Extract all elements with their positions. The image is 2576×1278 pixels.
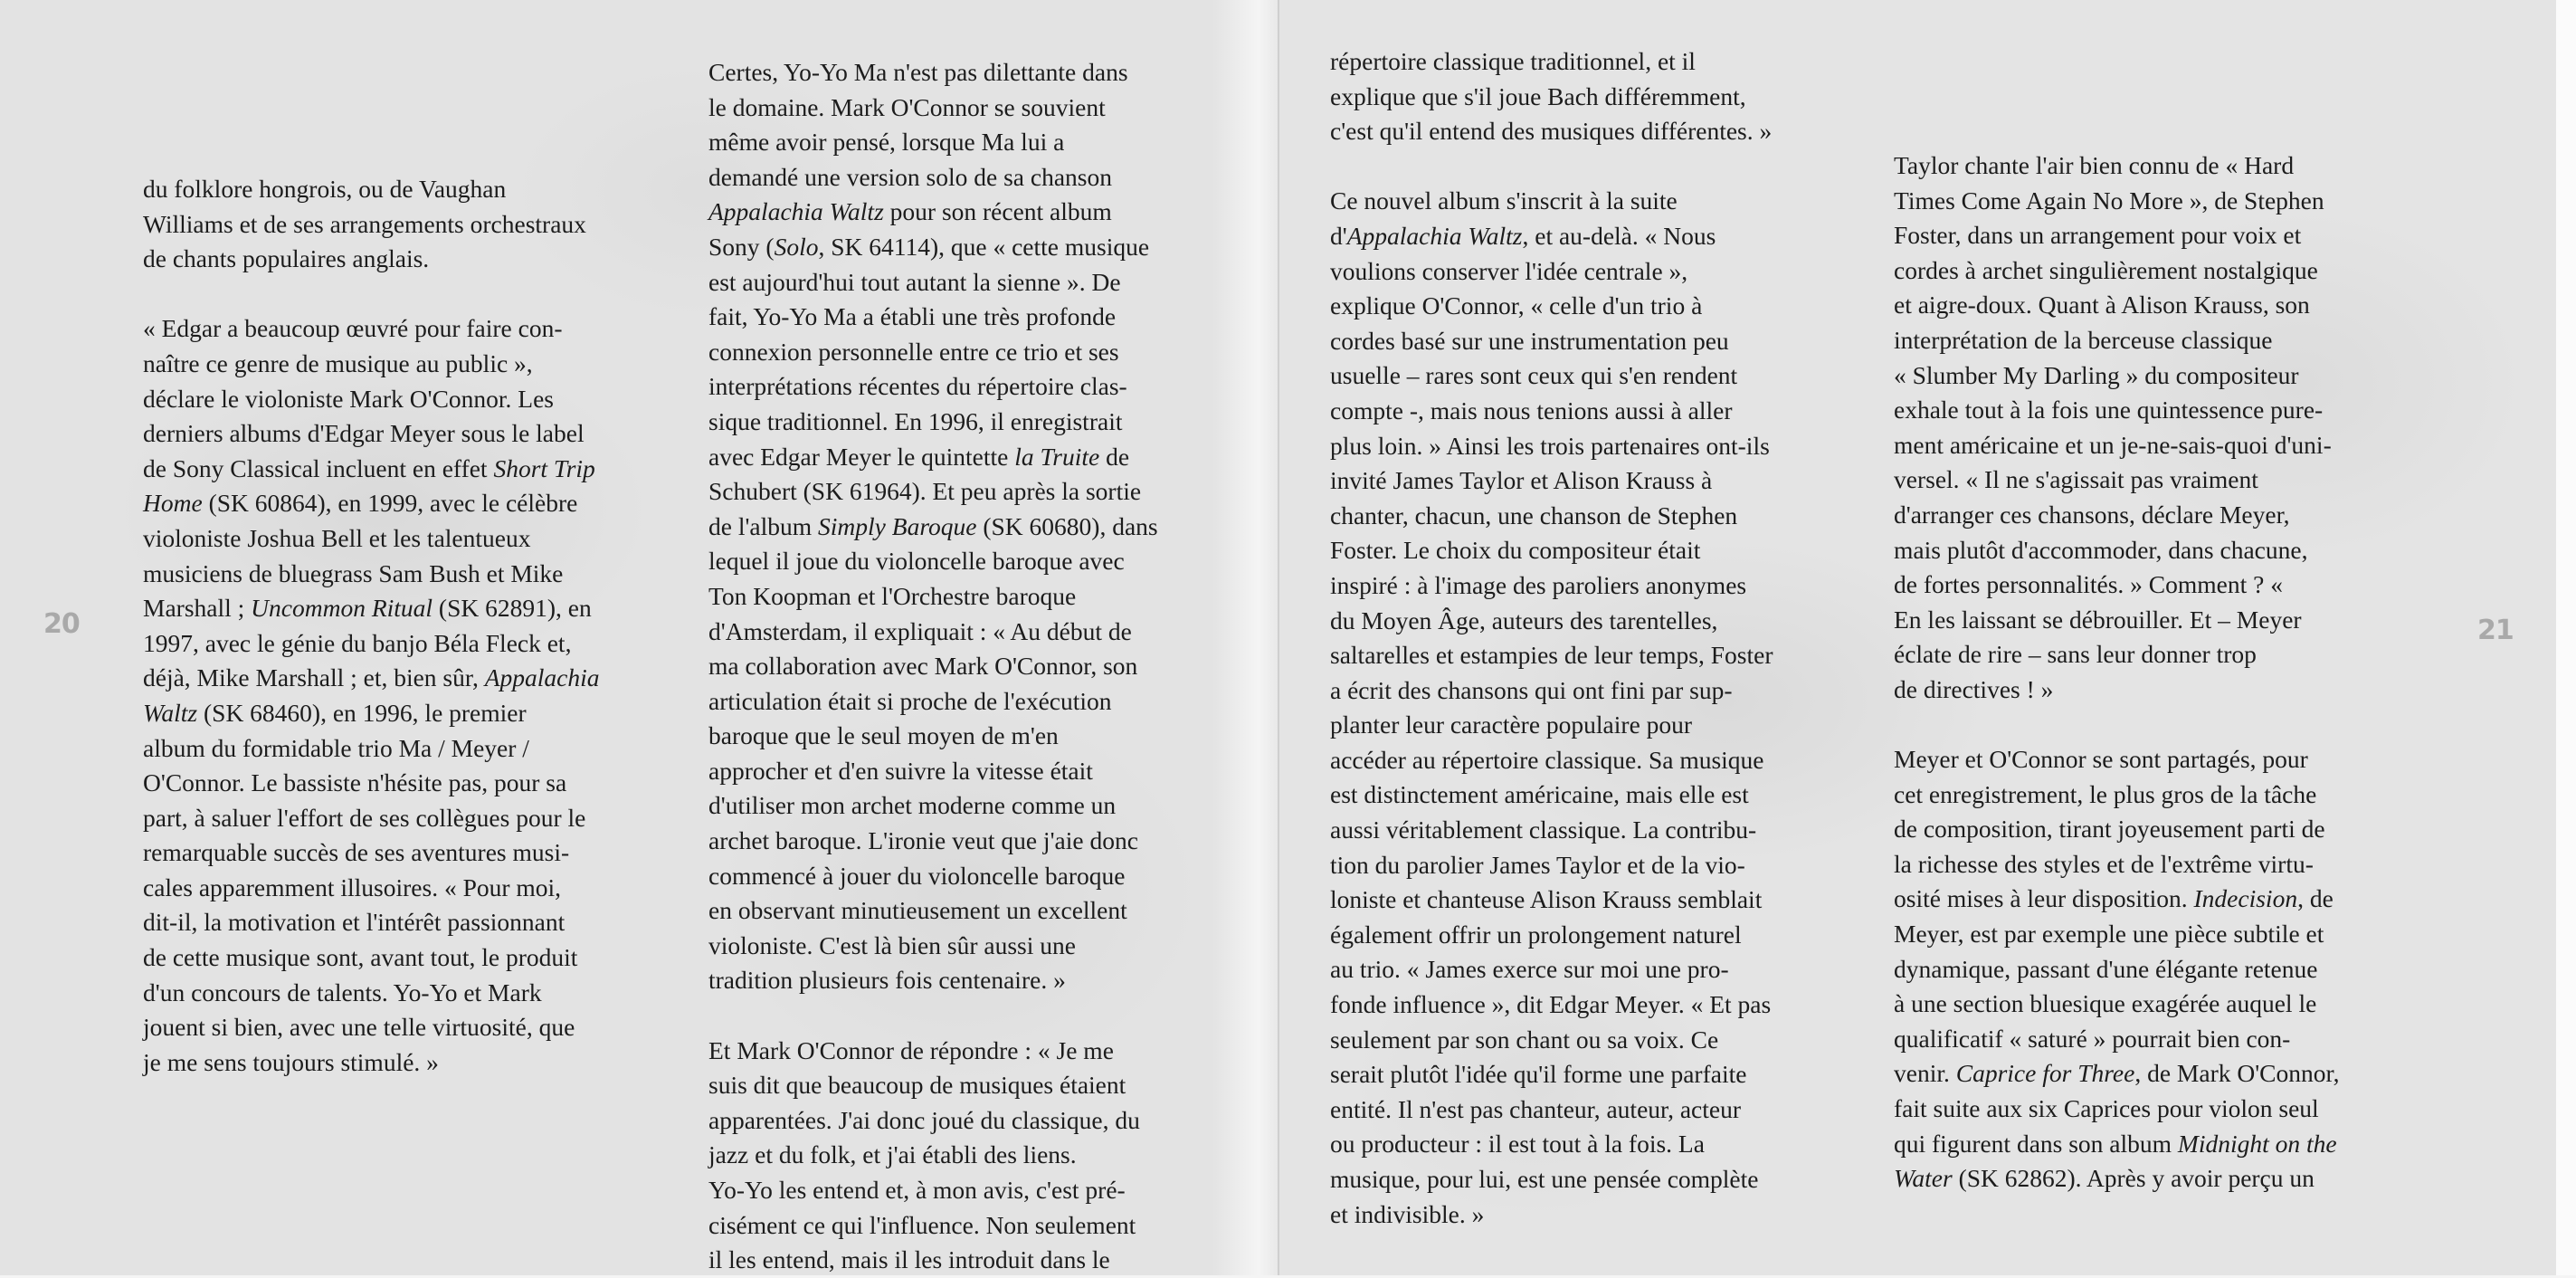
text-line (1894, 253, 2339, 289)
text-run: cordes basé sur une instrumentation peu (1330, 326, 1729, 355)
text-run: inspiré : à l'image des paroliers anonymes (1330, 570, 1747, 599)
text-line (1330, 987, 1773, 1023)
text-line (1330, 813, 1773, 848)
paragraph-break (143, 277, 600, 312)
text-run: Foster. Le choix du compositeur était (1330, 536, 1701, 565)
text-line (143, 557, 600, 592)
text-run: fonde influence », dit Edgar Meyer. « Et pas (1330, 990, 1772, 1019)
text-run: « Edgar a beaucoup œuvré pour faire con- (143, 314, 563, 343)
text-run: Schubert (SK 61964). Et peu après la sortie (708, 477, 1142, 506)
text-line (708, 754, 1158, 789)
text-run: (SK 62862). Après y avoir perçu un (1952, 1164, 2315, 1193)
text-line (1894, 777, 2339, 813)
text-line (1894, 1161, 2339, 1197)
text-line (708, 55, 1158, 91)
text-line (708, 195, 1158, 230)
text-run: c'est qu'il entend des musiques différentes. » (1330, 117, 1773, 146)
text-run: (SK 60680), dans (976, 511, 1158, 540)
text-run: cales apparemment illusoires. « Pour moi, (143, 873, 562, 901)
paragraph-break (1330, 149, 1773, 185)
text-line (1330, 743, 1773, 778)
text-line (1330, 673, 1773, 709)
text-run: plus loin. » Ainsi les trois partenaires ont-ils (1330, 431, 1770, 460)
text-run: Meyer et O'Connor se sont partagés, pour (1894, 745, 2308, 774)
text-run: Ce nouvel album s'inscrit à la suite (1330, 186, 1678, 215)
text-line (1330, 604, 1773, 639)
italic-title: Home (143, 489, 203, 518)
text-run: demandé une version solo de sa chanson (708, 162, 1112, 191)
text-run: archet baroque. L'ironie veut que j'aie donc (708, 826, 1138, 855)
text-line (708, 824, 1158, 859)
text-run: il les entend, mais il les introduit dans le (708, 1245, 1110, 1274)
text-run: de chants populaires anglais. (143, 244, 430, 273)
page-number-left: 20 (43, 608, 80, 640)
text-line (143, 172, 600, 207)
italic-title: Appalachia Waltz (1346, 221, 1523, 250)
italic-title: Appalachia (484, 663, 600, 692)
text-line (1330, 708, 1773, 743)
text-line (143, 626, 600, 662)
text-run: avec Edgar Meyer le quintette (708, 442, 1015, 471)
text-line (708, 125, 1158, 160)
text-line (708, 684, 1158, 720)
text-run: dit-il, la motivation et l'intérêt passionnant (143, 908, 566, 937)
text-run: cisément ce qui l'influence. Non seulement (708, 1210, 1136, 1239)
text-run: violoniste. C'est là bien sûr aussi une (708, 930, 1076, 959)
text-run: album du formidable trio Ma / Meyer / (143, 733, 529, 762)
text-line (1330, 1057, 1773, 1092)
text-run: voulions conserver l'idée centrale », (1330, 256, 1688, 285)
text-line (1330, 358, 1773, 394)
text-line (1894, 1022, 2339, 1057)
text-line (143, 940, 600, 976)
text-line (1894, 323, 2339, 358)
text-line (1894, 288, 2339, 323)
text-run: chanter, chacun, une chanson de Stephen (1330, 501, 1738, 529)
text-line (1894, 917, 2339, 952)
text-run: Et Mark O'Connor de répondre : « Je me (708, 1035, 1114, 1064)
text-line (143, 1010, 600, 1045)
text-line (708, 474, 1158, 510)
text-line (708, 510, 1158, 545)
text-line (1330, 1197, 1773, 1233)
text-run: d' (1330, 221, 1347, 250)
text-run: d'utiliser mon archet moderne comme un (708, 791, 1117, 820)
text-line (1330, 184, 1773, 219)
text-run: connexion personnelle entre ce trio et ses (708, 337, 1119, 366)
text-run: est aujourd'hui tout autant la sienne ». De (708, 267, 1121, 296)
text-run: jouent si bien, avec une telle virtuosité, que (143, 1013, 575, 1042)
text-line (143, 1045, 600, 1081)
text-line (143, 731, 600, 767)
text-run: loniste et chanteuse Alison Krauss semblait (1330, 885, 1763, 914)
text-run: de composition, tirant joyeusement parti de (1894, 815, 2325, 844)
text-run: musiciens de bluegrass Sam Bush et Mike (143, 558, 564, 587)
text-run: le domaine. Mark O'Connor se souvient (708, 92, 1106, 121)
text-line (143, 976, 600, 1011)
text-run: naître ce genre de musique au public », (143, 348, 533, 377)
text-line (708, 1243, 1158, 1278)
text-line (708, 1138, 1158, 1173)
text-line (1330, 463, 1773, 499)
text-run: de l'album (708, 511, 819, 540)
text-column-2 (708, 55, 1158, 1278)
text-run: commencé à jouer du violoncelle baroque (708, 861, 1126, 890)
text-line (1894, 148, 2339, 184)
text-line (708, 405, 1158, 440)
text-run: Foster, dans un arrangement pour voix et (1894, 221, 2302, 250)
text-column-3 (1330, 44, 1773, 1232)
text-line (143, 766, 600, 801)
text-run: et indivisible. » (1330, 1199, 1485, 1228)
text-run: a écrit des chansons qui ont fini par sup- (1330, 675, 1733, 704)
text-line (1330, 638, 1773, 673)
text-run: mais plutôt d'accommoder, dans chacune, (1894, 535, 2308, 564)
text-run: « Slumber My Darling » du compositeur (1894, 360, 2299, 389)
text-line (1894, 987, 2339, 1022)
text-run: de Sony Classical incluent en effet (143, 453, 494, 482)
text-line (1330, 1092, 1773, 1128)
text-run: d'un concours de talents. Yo-Yo et Mark (143, 978, 542, 1006)
text-line (1894, 672, 2339, 708)
text-run: , de Mark O'Connor, (2134, 1059, 2340, 1088)
page-number-right: 21 (2477, 615, 2514, 646)
text-run: de fortes personnalités. » Comment ? « (1894, 570, 2283, 599)
text-line (1894, 637, 2339, 672)
text-run: tradition plusieurs fois centenaire. » (708, 966, 1066, 995)
text-run: et aigre-doux. Quant à Alison Krauss, son (1894, 291, 2310, 320)
text-line (1894, 847, 2339, 882)
text-line (708, 369, 1158, 405)
italic-title: Waltz (143, 698, 198, 727)
text-line (1330, 499, 1773, 534)
text-column-4 (1894, 148, 2339, 1197)
text-run: derniers albums d'Edgar Meyer sous le label (143, 419, 585, 448)
text-run: fait suite aux six Caprices pour violon seul (1894, 1094, 2319, 1123)
text-run: sique traditionnel. En 1996, il enregistrait (708, 406, 1123, 435)
italic-title: Uncommon Ritual (251, 594, 433, 623)
text-run: entité. Il n'est pas chanteur, auteur, acteur (1330, 1094, 1742, 1123)
text-run: d'arranger ces chansons, déclare Meyer, (1894, 500, 2290, 529)
text-run: au trio. « James exerce sur moi une pro- (1330, 955, 1729, 984)
text-line (708, 649, 1158, 684)
text-run: Taylor chante l'air bien connu de « Hard (1894, 151, 2295, 179)
text-run: (SK 60864), en 1999, avec le célèbre (202, 489, 578, 518)
text-line (143, 661, 600, 696)
text-line (1330, 114, 1773, 149)
text-line (1330, 324, 1773, 359)
text-line (143, 347, 600, 382)
text-line (1330, 952, 1773, 987)
text-line (1330, 918, 1773, 953)
text-run: remarquable succès de ses aventures musi- (143, 838, 570, 867)
text-line (708, 615, 1158, 650)
text-line (1894, 184, 2339, 219)
text-run: répertoire classique traditionnel, et il (1330, 47, 1696, 75)
text-line (1330, 1127, 1773, 1162)
text-run: part, à saluer l'effort de ses collègues pour le (143, 803, 586, 832)
text-line (143, 835, 600, 871)
text-run: , de (2297, 884, 2334, 913)
text-line (143, 416, 600, 452)
text-run: ment américaine et un je-ne-sais-quoi d'uni- (1894, 430, 2332, 459)
text-run: du folklore hongrois, ou de Vaughan (143, 175, 507, 203)
spine-crease (1278, 0, 1279, 1275)
text-line (1894, 952, 2339, 987)
text-run: Yo-Yo les entend et, à mon avis, c'est pré- (708, 1176, 1126, 1204)
text-line (708, 230, 1158, 265)
spine-fold (1212, 0, 1278, 1275)
text-line (708, 544, 1158, 579)
italic-title: Simply Baroque (818, 511, 977, 540)
text-line (1894, 1056, 2339, 1092)
text-line (1330, 777, 1773, 813)
text-run: Sony ( (708, 232, 775, 261)
text-line (1330, 568, 1773, 604)
text-run: articulation était si proche de l'exécution (708, 686, 1112, 715)
text-line (1894, 603, 2339, 638)
text-run: invité James Taylor et Alison Krauss à (1330, 466, 1713, 495)
italic-title: Water (1894, 1164, 1953, 1193)
text-line (1330, 254, 1773, 290)
text-run: baroque que le seul moyen de m'en (708, 721, 1059, 750)
text-line (1330, 429, 1773, 464)
text-line (143, 207, 600, 243)
text-run: je me sens toujours stimulé. » (143, 1047, 439, 1076)
text-run: accéder au répertoire classique. Sa musique (1330, 745, 1764, 774)
text-run: la richesse des styles et de l'extrême virtu- (1894, 849, 2314, 878)
text-run: fait, Yo-Yo Ma a établi une très profonde (708, 302, 1117, 331)
text-line (1894, 1127, 2339, 1162)
text-run: de cette musique sont, avant tout, le produit (143, 943, 578, 972)
text-run: du Moyen Âge, auteurs des tarentelles, (1330, 606, 1718, 634)
text-run: est distinctement américaine, mais elle est (1330, 780, 1749, 809)
text-line (708, 335, 1158, 370)
text-run: cet enregistrement, le plus gros de la tâche (1894, 779, 2317, 808)
text-line (708, 1034, 1158, 1069)
text-line (1330, 1162, 1773, 1197)
text-run: interprétations récentes du répertoire clas- (708, 372, 1127, 401)
text-run: (SK 62891), en (433, 594, 592, 623)
text-run: Williams et de ses arrangements orchestraux (143, 209, 586, 238)
text-run: compte -, mais nous tenions aussi à aller (1330, 396, 1733, 424)
text-line (143, 521, 600, 557)
italic-title: Short Trip (493, 453, 595, 482)
text-line (708, 859, 1158, 894)
text-run: (SK 68460), en 1996, le premier (197, 698, 527, 727)
text-run: suis dit que beaucoup de musiques étaient (708, 1071, 1126, 1100)
text-line (1330, 394, 1773, 429)
text-line (143, 452, 600, 487)
text-line (143, 696, 600, 731)
text-line (143, 801, 600, 836)
text-line (1894, 567, 2339, 603)
text-line (708, 91, 1158, 126)
text-run: O'Connor. Le bassiste n'hésite pas, pour sa (143, 768, 567, 797)
text-line (143, 905, 600, 940)
text-run: Meyer, est par exemple une pièce subtile et (1894, 920, 2324, 949)
text-run: aussi véritablement classique. La contribu- (1330, 815, 1757, 844)
text-line (708, 1068, 1158, 1103)
text-run: , SK 64114), que « cette musique (818, 232, 1150, 261)
text-run: de directives ! » (1894, 674, 2054, 703)
text-run: ou producteur : il est tout à la fois. La (1330, 1130, 1705, 1159)
text-line (1330, 80, 1773, 115)
text-line (1894, 218, 2339, 253)
text-run: déclare le violoniste Mark O'Connor. Les (143, 384, 555, 413)
text-run: 1997, avec le génie du banjo Béla Fleck et, (143, 628, 572, 657)
text-line (143, 242, 600, 277)
text-run: d'Amsterdam, il expliquait : « Au début de (708, 616, 1132, 645)
text-run: musique, pour lui, est une pensée complète (1330, 1165, 1759, 1193)
text-line (708, 300, 1158, 335)
text-line (1894, 463, 2339, 498)
text-line (1330, 289, 1773, 324)
text-line (708, 929, 1158, 964)
text-run: également offrir un prolongement naturel (1330, 920, 1742, 949)
text-run: éclate de rire – sans leur donner trop (1894, 640, 2257, 669)
text-run: de (1099, 442, 1130, 471)
text-run: pour son récent album (883, 197, 1112, 226)
italic-title: la Truite (1014, 442, 1100, 471)
text-line (708, 963, 1158, 998)
text-line (143, 871, 600, 906)
text-run: en observant minutieusement un excellent (708, 896, 1127, 925)
text-run: déjà, Mike Marshall ; et, bien sûr, (143, 663, 485, 692)
text-run: à une section bluesique exagérée auquel le (1894, 989, 2317, 1018)
italic-title: Caprice for Three (1955, 1059, 2135, 1088)
text-line (708, 160, 1158, 196)
text-line (708, 719, 1158, 754)
text-run: lequel il joue du violoncelle baroque avec (708, 547, 1125, 576)
text-line (143, 591, 600, 626)
text-line (143, 486, 600, 521)
text-line (708, 440, 1158, 475)
text-run: serait plutôt l'idée qu'il forme une parfaite (1330, 1060, 1747, 1089)
text-run: violoniste Joshua Bell et les talentueux (143, 523, 531, 552)
text-run: exhale tout à la fois une quintessence pure- (1894, 396, 2324, 424)
text-run: dynamique, passant d'une élégante retenue (1894, 954, 2318, 983)
italic-title: Appalachia Waltz (708, 197, 884, 226)
text-run: approcher et d'en suivre la vitesse était (708, 756, 1093, 785)
text-run: tion du parolier James Taylor et de la vio- (1330, 850, 1745, 879)
text-run: Ton Koopman et l'Orchestre baroque (708, 581, 1077, 610)
text-line (1894, 428, 2339, 463)
text-run: jazz et du folk, et j'ai établi des liens. (708, 1140, 1077, 1169)
text-run: Certes, Yo-Yo Ma n'est pas dilettante dans (708, 58, 1128, 86)
text-run: ma collaboration avec Mark O'Connor, son (708, 652, 1138, 681)
text-run: venir. (1894, 1059, 1956, 1088)
page-edge (2556, 0, 2576, 1275)
text-line (1894, 393, 2339, 428)
text-run: , et au-delà. « Nous (1522, 221, 1716, 250)
text-column-1 (143, 172, 600, 1080)
text-line (1894, 1092, 2339, 1127)
text-line (708, 788, 1158, 824)
italic-title: Midnight on the (2177, 1129, 2337, 1158)
text-line (1330, 533, 1773, 568)
text-line (1330, 219, 1773, 254)
text-run: Times Come Again No More », de Stephen (1894, 186, 2324, 215)
text-line (708, 1103, 1158, 1139)
text-line (1330, 848, 1773, 883)
text-run: interprétation de la berceuse classique (1894, 325, 2273, 354)
text-run: versel. « Il ne s'agissait pas vraiment (1894, 465, 2258, 494)
text-line (143, 311, 600, 347)
text-run: cordes à archet singulièrement nostalgique (1894, 255, 2318, 284)
text-run: qualificatif « saturé » pourrait bien con- (1894, 1024, 2291, 1053)
paragraph-break (1894, 708, 2339, 743)
text-run: explique O'Connor, « celle d'un trio à (1330, 291, 1703, 320)
text-line (1894, 882, 2339, 917)
text-run: apparentées. J'ai donc joué du classique, du (708, 1105, 1140, 1134)
text-run: usuelle – rares sont ceux qui s'en rendent (1330, 361, 1738, 390)
text-run: osité mises à leur disposition. (1894, 884, 2194, 913)
text-line (708, 1173, 1158, 1208)
text-run: saltarelles et estampies de leur temps, Foster (1330, 641, 1773, 670)
text-line (708, 579, 1158, 615)
text-line (1894, 498, 2339, 533)
text-line (1894, 812, 2339, 847)
text-line (708, 1208, 1158, 1244)
text-line (708, 893, 1158, 929)
text-line (1894, 533, 2339, 568)
text-line (143, 382, 600, 417)
text-run: qui figurent dans son album (1894, 1129, 2178, 1158)
text-line (1330, 44, 1773, 80)
text-line (1330, 1023, 1773, 1058)
text-run: explique que s'il joue Bach différemment, (1330, 81, 1746, 110)
text-run: seulement par son chant ou sa voix. Ce (1330, 1025, 1719, 1054)
text-run: planter leur caractère populaire pour (1330, 711, 1693, 739)
text-line (1330, 882, 1773, 918)
text-run: Marshall ; (143, 594, 252, 623)
text-line (1894, 358, 2339, 394)
italic-title: Solo (774, 232, 819, 261)
text-line (1894, 742, 2339, 777)
text-run: même avoir pensé, lorsque Ma lui a (708, 128, 1065, 157)
paragraph-break (708, 998, 1158, 1034)
text-line (708, 265, 1158, 300)
italic-title: Indecision (2193, 884, 2298, 913)
text-run: En les laissant se débrouiller. Et – Meyer (1894, 605, 2302, 634)
